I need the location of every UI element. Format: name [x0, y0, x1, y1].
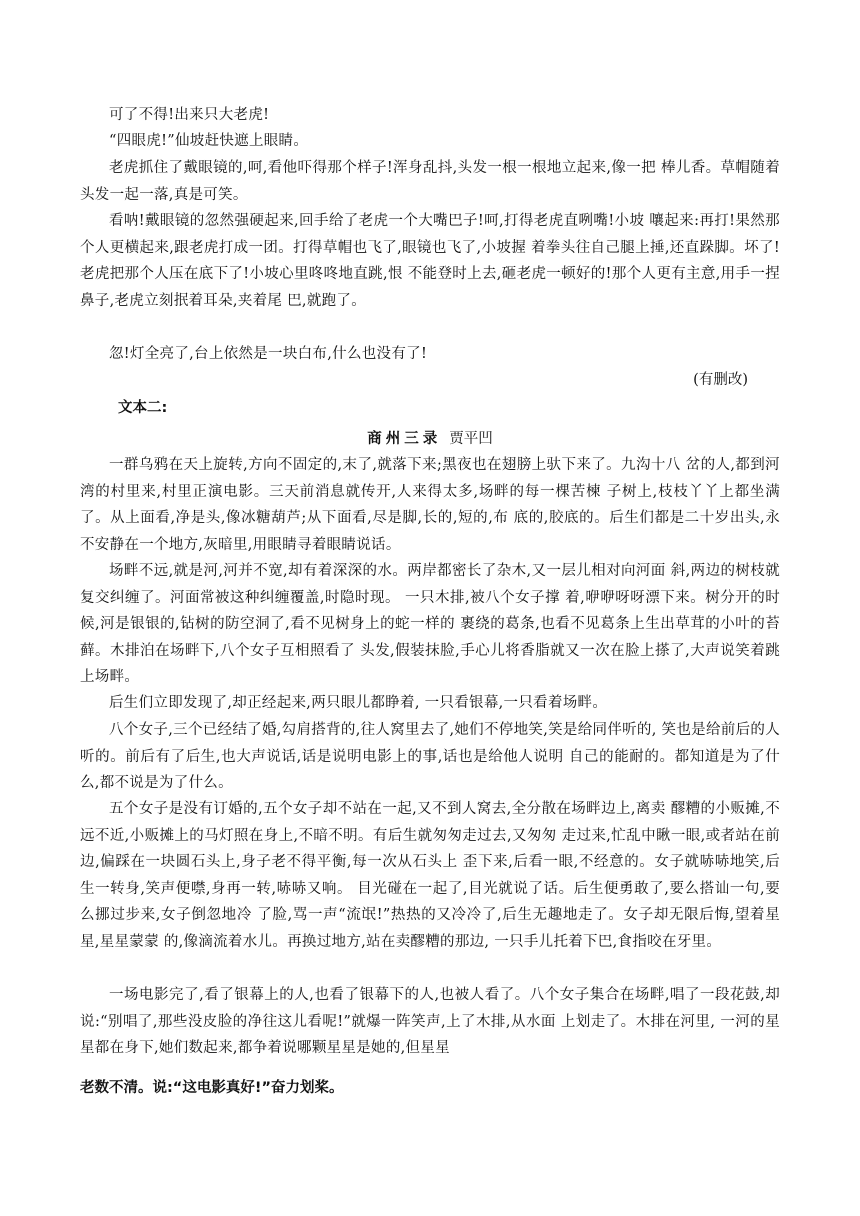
paragraph: 一场电影完了,看了银幕上的人,也看了银幕下的人,也被人看了。八个女子集合在场畔,唱了一段花鼓,却说:“别唱了,那些没皮脸的净往这儿看呢!”就爆一阵笑声,上了木排,从水面 上划走了。木排在河里, 一河的星星都在身下,她们数起来,都争着说哪颗星星是她的,但星星: [80, 987, 780, 1056]
paragraph: 八个女子,三个已经结了婚,勾肩搭背的,往人窝里去了,她们不停地笑,笑是给同伴听的, 笑也是给前后的人听的。前后有了后生,也大声说话,话是说明电影上的事,话也是给他人说明 自己的能耐的。都知道是为了什么,都不说是为了什么。: [80, 722, 780, 791]
paragraph: 场畔不远,就是河,河并不宽,却有着深深的水。两岸都密长了杂木,又一层儿相对向河面 斜,两边的树枝就复交纠缠了。河面常被这种纠缠覆盖,时隐时现。 一只木排,被八个女子撑 着,咿咿呀呀漂下来。树分开的时候,河是银银的,钻树的防空洞了,看不见树身上的蛇一样的 裹绕的葛条,也看不见葛条上生出草茸的小叶的苔藓。木排泊在场畔下,八个女子互相照看了 头发,假装抹脸,手心儿将香脂就又一次在脸上搽了,大声说笑着跳上场畔。: [80, 563, 780, 685]
paragraph: 看呐!戴眼镜的忽然强硬起来,回手给了老虎一个大嘴巴子!呵,打得老虎直咧嘴!小坡 嚷起来:再打!果然那个人更横起来,跟老虎打成一团。打得草帽也飞了,眼镜也飞了,小坡握 着拳头往自己腿上捶,还直跺脚。坏了!老虎把那个人压在底下了!小坡心里咚咚地直跳,恨 不能登时上去,砸老虎一顿好的!那个人更有主意,用手一捏鼻子,老虎立刻抿着耳朵,夹着尾 巴,就跑了。: [80, 213, 780, 309]
paragraph: 忽!灯全亮了,台上依然是一块白布,什么也没有了!: [109, 346, 428, 362]
paragraph: 后生们立即发现了,却正经起来,两只眼儿都睁着, 一只看银幕,一只看着场畔。: [109, 695, 608, 711]
title-text: 商州三录: [367, 431, 442, 447]
paragraph: 一群乌鸦在天上旋转,方向不固定的,末了,就落下来;黑夜也在翅膀上驮下来了。九沟十八 岔的人,都到河湾的村里来,村里正演电影。三天前消息就传开,人来得太多,场畔的每一棵苦楝 子树上,枝枝丫丫上都坐满了。从上面看,净是头,像冰糖葫芦;从下面看,尽是脚,长的,短的,布 底的,胶底的。后生们都是二十岁出头,永不安静在一个地方,灰暗里,用眼睛寻着眼睛说话。: [80, 457, 780, 553]
section-label: 文本二:: [118, 400, 168, 416]
paragraph: 可了不得!出来只大老虎!: [109, 107, 270, 123]
author-name: 贾平凹: [449, 431, 493, 447]
paragraph-end: 老数不清。说:“这电影真好!”奋力划桨。: [80, 1080, 344, 1096]
paragraph: 五个女子是没有订婚的,五个女子却不站在一起,又不到人窝去,全分散在场畔边上,离卖 醪糟的小贩摊,不远不近,小贩摊上的马灯照在身上,不暗不明。有后生就匆匆走过去,又匆匆 走过来,忙乱中瞅一眼,或者站在前边,偏踩在一块圆石头上,身子老不得平衡,每一次从石头上 歪下来,后看一眼,不经意的。女子就哧哧地笑,后生一转身,笑声便噤,身再一转,哧哧又响。 目光碰在一起了,目光就说了话。后生便勇敢了,要么搭讪一句,要么挪过步来,女子倒忽地冷 了脸,骂一声“流氓!”热热的又冷冷了,后生无趣地走了。女子却无限后悔,望着星星,星星蒙蒙 的,像滴流着水儿。再换过地方,站在卖醪糟的那边, 一只手儿托着下巴,食指咬在牙里。: [80, 801, 780, 950]
paragraph: 老虎抓住了戴眼镜的,呵,看他吓得那个样子!浑身乱抖,头发一根一根地立起来,像一把 棒儿香。草帽随着头发一起一落,真是可笑。: [80, 160, 780, 203]
paragraph: “四眼虎!”仙坡赶快遮上眼睛。: [109, 133, 309, 149]
source-note: (有删改): [693, 372, 748, 388]
article-title: [0, 427, 860, 448]
